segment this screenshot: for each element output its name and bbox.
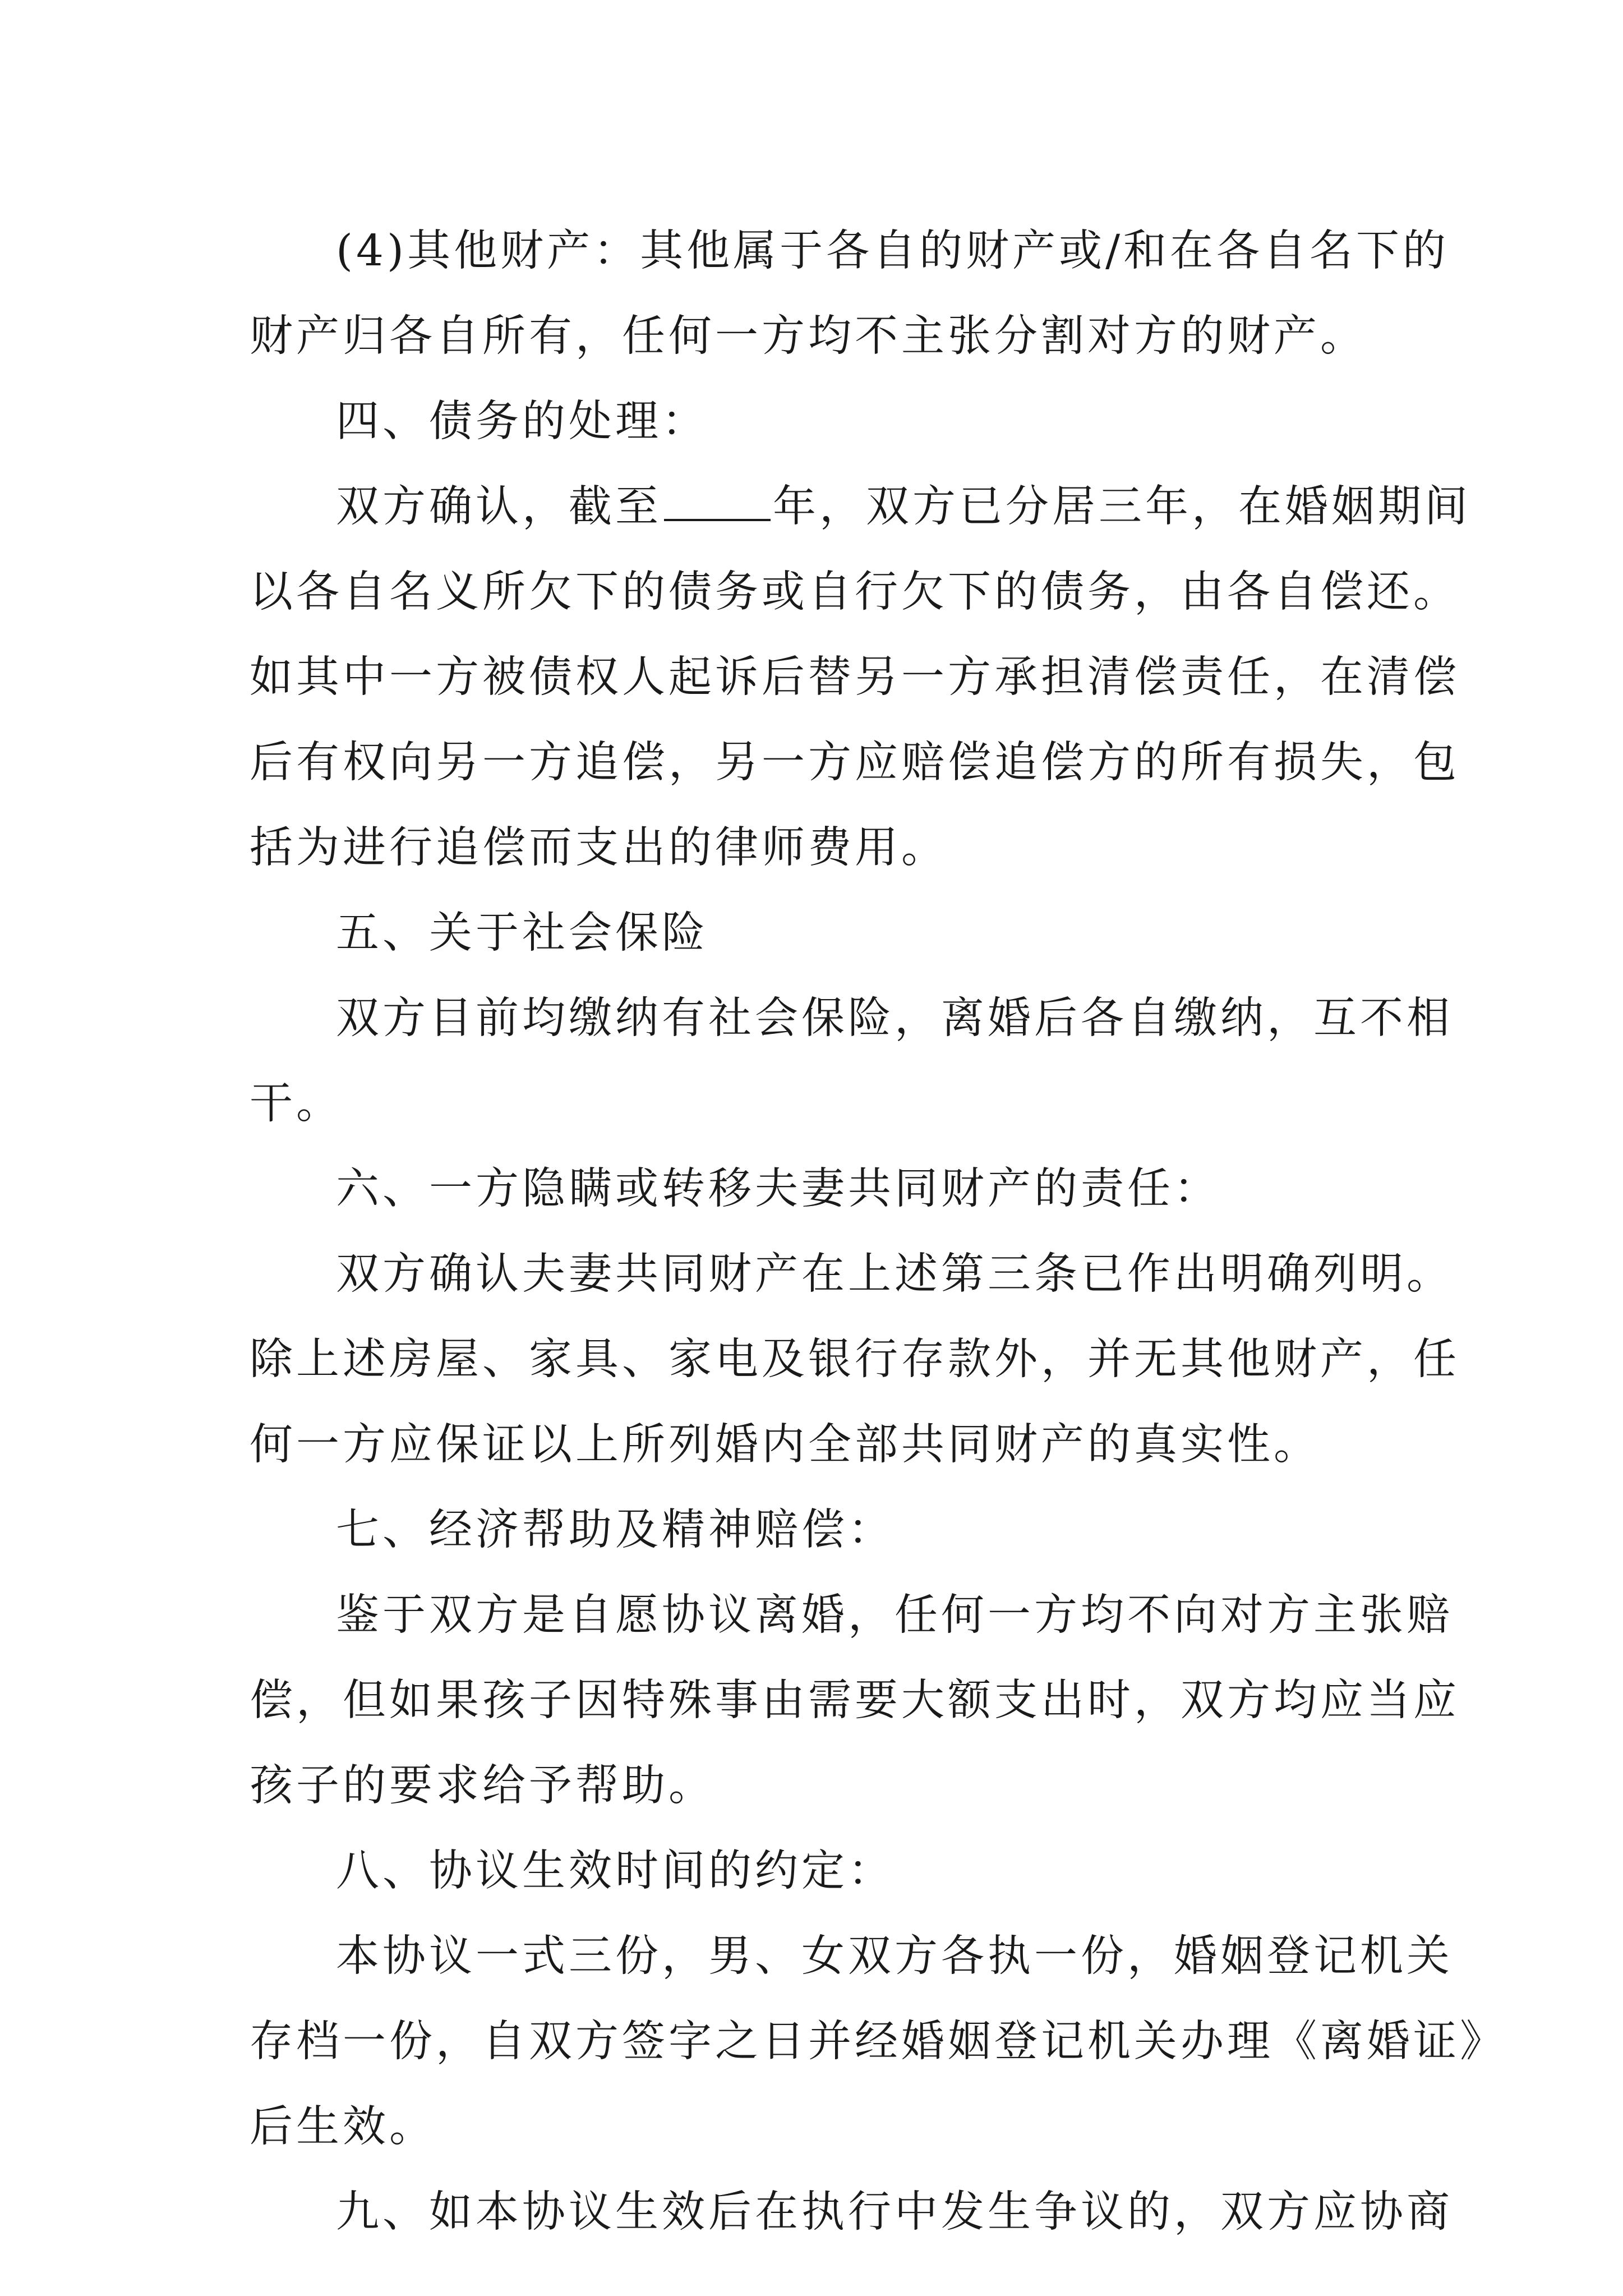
document-body <box>250 209 1506 2255</box>
paragraph-line: 孩子的要求给予帮助。 <box>250 1761 715 1811</box>
paragraph-line: 后生效。 <box>250 2102 436 2152</box>
paragraph-line: 括为进行追偿而支出的律师费用。 <box>250 823 948 873</box>
section-heading: 九、如本协议生效后在执行中发生争议的，双方应协商 <box>336 2187 1453 2237</box>
paragraph-line: 存档一份，自双方签字之日并经婚姻登记机关办理《离婚证》 <box>250 2017 1506 2067</box>
section-heading: 八、协议生效时间的约定： <box>336 1846 895 1896</box>
paragraph-line: 以各自名义所欠下的债务或自行欠下的债务，由各自偿还。 <box>250 567 1460 617</box>
paragraph-line: 何一方应保证以上所列婚内全部共同财产的真实性。 <box>250 1420 1320 1470</box>
section-heading: 五、关于社会保险 <box>336 908 708 958</box>
paragraph-text: 年，双方已分居三年，在婚姻期间 <box>773 482 1471 532</box>
paragraph-line: 除上述房屋、家具、家电及银行存款外，并无其他财产，任 <box>250 1335 1460 1384</box>
paragraph-line: 本协议一式三份，男、女双方各执一份，婚姻登记机关 <box>336 1931 1453 1981</box>
paragraph-line <box>250 464 1471 550</box>
paragraph-line: 双方确认夫妻共同财产在上述第三条已作出明确列明。 <box>336 1249 1453 1299</box>
section-heading: 四、债务的处理： <box>336 397 708 447</box>
paragraph-line: 干。 <box>250 1079 343 1129</box>
section-heading: 七、经济帮助及精神赔偿： <box>336 1505 895 1555</box>
paragraph-line: 财产归各自所有，任何一方均不主张分割对方的财产。 <box>250 311 1367 361</box>
paragraph-line: 鉴于双方是自愿协议离婚，任何一方均不向对方主张赔 <box>336 1590 1453 1640</box>
fill-in-blank <box>664 517 771 521</box>
paragraph-text: 双方确认，截至 <box>336 482 662 532</box>
section-heading: 六、一方隐瞒或转移夫妻共同财产的责任： <box>336 1164 1220 1214</box>
paragraph-line: 如其中一方被债权人起诉后替另一方承担清偿责任，在清偿 <box>250 652 1460 702</box>
paragraph-line: 后有权向另一方追偿，另一方应赔偿追偿方的所有损失，包 <box>250 738 1460 788</box>
paragraph-line: (4)其他财产：其他属于各自的财产或/和在各自名下的 <box>336 226 1450 276</box>
paragraph-line: 偿，但如果孩子因特殊事由需要大额支出时，双方均应当应 <box>250 1676 1460 1726</box>
paragraph-line: 双方目前均缴纳有社会保险，离婚后各自缴纳，互不相 <box>336 993 1453 1043</box>
